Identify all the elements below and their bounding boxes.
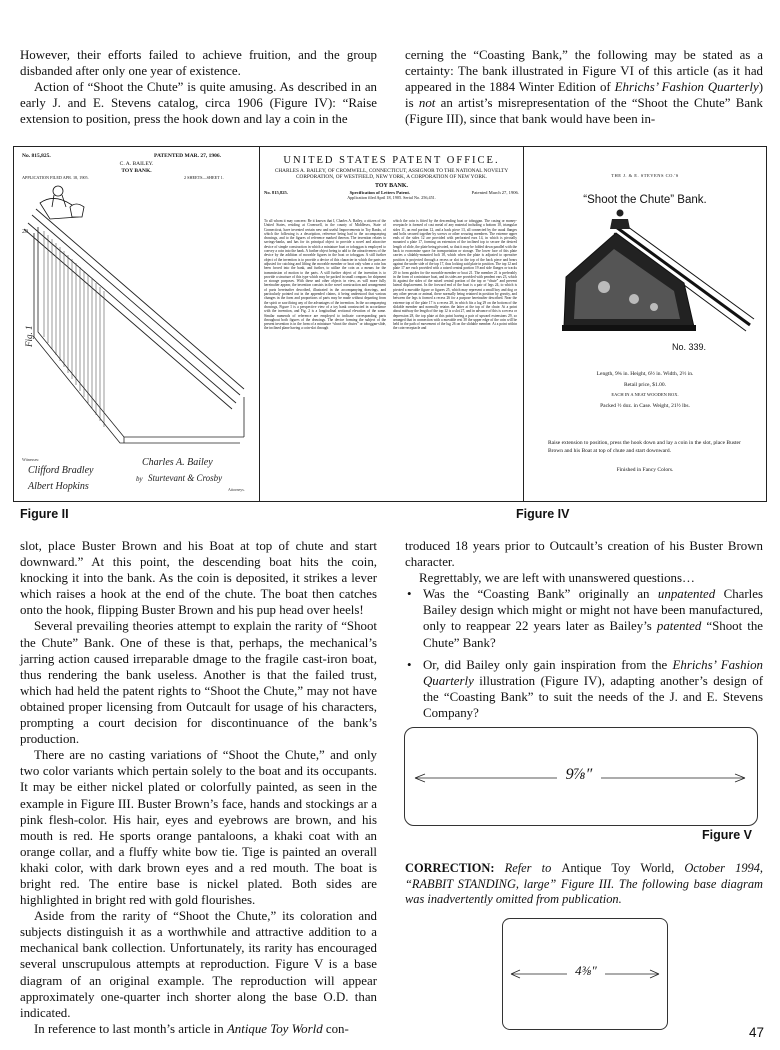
base-measurement: 4⅜″ — [575, 963, 597, 978]
patent-date: PATENTED MAR. 27, 1906. — [154, 153, 222, 159]
page-number: 47 — [748, 1025, 764, 1040]
base-measurement: 9⅞″ — [565, 766, 593, 783]
paragraph: In reference to last month’s article in Antique Toy World con- — [34, 1021, 349, 1036]
patent-illustration — [14, 147, 259, 501]
column-bottom-right — [405, 538, 763, 721]
svg-text:20: 20 — [22, 229, 28, 235]
column-top-right — [405, 47, 763, 127]
patent-application: Application filed April 18, 1905. Serial No. 256,451. — [347, 194, 436, 200]
patent-spec-number: No. 815,825. — [264, 189, 288, 195]
correction-note: CORRECTION: Refer to Antique Toy World, October 1994, “RABBIT STANDING, large” Figure III. The following base diagram was inadvertently omitted from publication. — [405, 861, 764, 906]
patent-body-left: To all whom it may concern: Be it known that I, Charles A. Bailey, a citizen of the United States, residing at Cromwell, in the county of Middlesex, State of Connecticut, have invented certain new and useful Improvements in Toy Banks, of which the following is a description, reference being had to the accompanying drawings, and to the figures of reference marked thereon. The invention relates to savings-banks, and has for its principal object to provide a novel and attractive device of simple construction in which a miniature boat or toboggan is employed to convey a coin into the bank. A further object being to add to the attractiveness of the device by the addition of movable figures in the boat or toboggan. A still further object of the invention is to provide a device of this character in which the parts are adjusted for catching and lifting the movable member or boat only when a coin has been forced into the bank, and further, to utilize the coin as a means for the transmission of motion to the parts. A still further object of the invention is to provide a structure of this type which may be packed in small compass for shipment or storage purposes. With these and other objects in view, as will more fully hereinafter appear, the invention consists in the novel construction and arrangement of parts hereinafter described, illustrated in the accompanying drawings, and particularly pointed out in the appended claims, it being understood that various changes in the form and proportions of parts may be made without departing from the spirit or sacrificing any of the advantages of the invention. In the accompanying drawings, Figure 1 is a perspective view of a toy bank constructed in accordance with the invention, and Fig. 2 is a longitudinal sectional elevation of the same. Similar numerals of reference are employed to indicate corresponding parts throughout both figures of the drawings. The device forming the subject of the present invention is in the form of a miniature “shoot the chutes” or toboggan-slide, the inclined plane having a coin-slot through — [264, 219, 386, 331]
patent-text-title: TOY BANK. — [374, 182, 408, 189]
paragraph: However, their efforts failed to achieve fruition, and the group disbanded after only one year of existence. — [20, 48, 377, 79]
fig-label: Fig. 1 — [24, 325, 34, 347]
patent-title: TOY BANK. — [121, 168, 152, 174]
patent-office-title: UNITED STATES PATENT OFFICE. — [283, 155, 500, 166]
catalog-dims: Length, 9¾ in. Height, 6½ in. Width, 2½ in. — [596, 371, 694, 377]
patent-number: No. 815,825. — [22, 153, 51, 159]
patent-body-right: which the coin is fitted by the descending boat or toboggan. The casing or money-receptacle is formed of cast metal of any material including a bottom 10, triangular sides 11, an end portion 12, and a back piece 13, all connected by the usual flanges and bolts secured together by screws or other securing members. The extreme upper ends of the sides 12 are provided with perforated ears 14, in which is pivotally mounted a plate 17, forming an extension of the inclined top to secure the desired length of slide, the plate being pivoted, so that it may be folded down parallel with the back to economize space for transportation or storage. The lower face of this plate carries a slidably-mounted bolt 18, which when the plate is adjusted to operative position is projected through a recess or slot in the top of the back piece and bears against the under side of the top 17, thus locking said plate in position. The top 12 and plate 17 are each provided with a raised central portion 19 and side flanges or tracks 20 to form guides for the movable member or boat 21. The member 21 is preferably in the form of a miniature boat, and its sides are provided with pendent ears 23, which fit against the sides of the raised central portion of the top or “chute” and prevent lateral displacement. In the forward end of the boat is a pair of legs 24, to which is pivoted a movable figure or figures 25, which may represent a small boy and dog or any other person or animal, these normally being retained in position by gravity, and between the legs is formed a recess 26 for a purpose hereinafter described. Near the extreme top of the plate 17 is a recess 28, in which fits a lug 29 on the bottom of the slidable member and normally retains the latter at the top of the chute. At a point about midway the length of the top 12 is a slot 27, and in advance of this is a recess or depression 28, the top plate at this point having a pair of upward extensions 29, so arranged that in connection with a movable rest 30 the upper edge of the coin will be held in the path of movement of the lug 26 on the slidable member. At a point within the coin-receptacle and — [393, 219, 517, 331]
signature-by: by — [136, 475, 143, 483]
patent-spec-date: Patented March 27, 1906. — [471, 189, 519, 195]
patent-inventor: C. A. BAILEY. — [119, 161, 154, 167]
inventor-signature: Charles A. Bailey — [142, 457, 213, 468]
patent-filed: APPLICATION FILED APR. 18, 1905. — [22, 175, 89, 180]
patent-text-panel — [259, 147, 524, 501]
patent-assignor: CHARLES A. BAILEY, OF CROMWELL, CONNECTICUT, ASSIGNOR TO THE NATIONAL NOVELTY CORPORATION, OF WESTFIELD, NEW YORK, A CORPORATION OF NEW YORK. — [274, 168, 509, 181]
paragraph: There are no casting variations of “Shoot the Chute,” and only two color variants which pertain solely to the boat and its occupants. It may be either nickel plated or colorfully painted, as seen in the example in Figure III. Buster Brown’s face, hands and stockings ar a pink flesh-color. His hair, eyes and eyebrows are brown, and his mouth is red. He sports orange pantaloons, a khaki coat with an orange collar, and a fluffy white bow tie. Tige is painted an overall khaki color, with dark brown eyes and a red mouth. The boat is bright red. The entire base is nickel plated. Both sides are highlighted in bright red with gold flourishes. — [20, 748, 377, 908]
figure-caption: Figure IV — [516, 507, 570, 521]
figure-caption: Figure V — [702, 828, 753, 842]
attorneys-label: Attorneys. — [228, 487, 245, 492]
column-bottom-left — [20, 538, 377, 1037]
patent-drawing-panel — [14, 147, 259, 501]
catalog-number: No. 339. — [672, 342, 707, 352]
figure-caption: Figure II — [20, 507, 69, 521]
base-diagram-rabbit — [502, 918, 668, 1030]
paragraph: Several prevailing theories attempt to explain the rarity of “Shoot the Chute” Bank. One of these is that, perhaps, the mechanical’s jarring action caused irreparable dmage to the fragile cast-iron boat, thus rendering the bank useless. Another is that the failed trust, which had held the patent rights to “Shoot the Chute,” may not have obtained proper licensing from Outcault for usage of his characters, prompting a court decision for discontinuance of the bank’s production. — [20, 619, 377, 747]
paragraph: Regrettably, we are left with unanswered questions… — [419, 571, 695, 586]
witness-signature: Clifford Bradley — [28, 465, 94, 476]
column-top-left — [20, 47, 377, 127]
catalog-box: EACH IN A NEAT WOODEN BOX. — [611, 392, 679, 397]
catalog-finish: Finished in Fancy Colors. — [616, 467, 674, 473]
patent-sheets: 2 SHEETS—SHEET 1. — [184, 175, 224, 180]
catalog-details — [524, 369, 766, 411]
witness-signature: Albert Hopkins — [28, 481, 89, 492]
correction-label: CORRECTION: — [405, 861, 495, 875]
catalog-price: Retail price, $1.00. — [623, 381, 666, 388]
list-item: • Was the “Coasting Bank” originally an unpatented Charles Bailey design which might or might not have been manufactured, only to reappear 22 years later as Bailey’s patented “Shoot the Chute” Bank? — [405, 586, 763, 650]
paragraph: troduced 18 years prior to Outcault’s creation of his Buster Brown character. — [405, 539, 763, 570]
catalog-packed: Packed ½ doz. in Case. Weight, 21½ lbs. — [600, 402, 690, 409]
paragraph: Aside from the rarity of “Shoot the Chute,” its coloration and subjects distinguish it as a worthwhile and attractive addition to a mechanical bank collection. Unfortunately, its rarity has encouraged several unscrupulous attempts at reproduction. Figure V is a base diagram of an original example. The reproduction will appear approximately one-quarter inch shorter along the base O.D. than indicated. — [20, 909, 377, 1020]
attorney-signature: Sturtevant & Crosby — [148, 473, 223, 483]
base-diagram — [404, 727, 758, 826]
figure-strip — [13, 146, 767, 502]
paragraph: cerning the “Coasting Bank,” the following may be stated as a certainty: The bank illustrated in Figure VI of this article (as it had appeared in the 1884 Winter Edition of Ehrichs’ Fashion Quarterly) is not an artist’s misrepresentation of the “Shoot the Chute” Bank (Figure III), since that bank would have been in- — [405, 48, 763, 127]
paragraph: Action of “Shoot the Chute” is quite amusing. As described in an early J. and E. Stevens catalog, circa 1906 (Figure IV): “Raise extension to position, press the hook down and lay a coin in the — [20, 80, 377, 127]
bank-illustration — [524, 207, 766, 337]
witness-label: Witnesses: — [22, 457, 40, 462]
question-list — [405, 586, 763, 721]
catalog-description: Raise extension to position, press the hook down and lay a coin in the slot, place Buster Brown and his Boat at top of chute and start downward. — [548, 440, 741, 454]
paragraph: slot, place Buster Brown and his Boat at top of chute and start downward.” At this point, the descending boat hits the coin, knocking it into the bank. As the coin is deposited, it strikes a lever which raises a hook at the end of the chute. The boat then catches onto the hook, flipping Buster Brown and his pup head over heels! — [20, 539, 377, 618]
catalog-panel — [524, 147, 766, 501]
patent-spec-label: Specification of Letters Patent. — [349, 189, 411, 195]
list-item: • Or, did Bailey only gain inspiration from the Ehrichs’ Fashion Quarterly illustration (Figure IV), adapting another’s design of the “Coasting Bank” to suit the needs of the J. and E. Stevens Company? — [405, 657, 763, 721]
catalog-title: “Shoot the Chute” Bank. — [583, 194, 707, 206]
catalog-header: THE J. & E. STEVENS CO.'S — [611, 173, 679, 178]
